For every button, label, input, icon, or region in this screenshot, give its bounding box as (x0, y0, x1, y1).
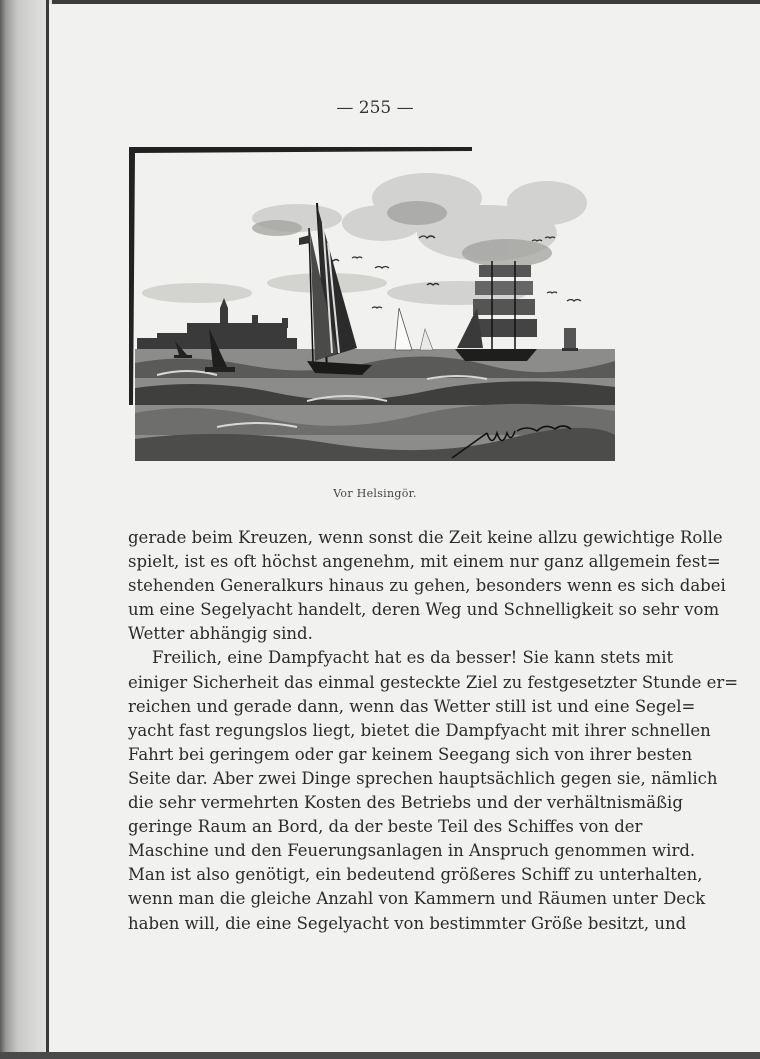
text-line: stehenden Generalkurs hinaus zu gehen, besonders wenn es sich dabei (128, 576, 726, 596)
text-line: geringe Raum an Bord, da der beste Teil des Schiffes von der (128, 817, 643, 837)
text-line: Seite dar. Aber zwei Dinge sprechen hauptsächlich gegen sie, nämlich (128, 768, 718, 788)
text-line: einiger Sicherheit das einmal gesteckte Ziel zu festgesetzter Stunde er= (128, 672, 739, 692)
far-ship-right (562, 328, 578, 351)
distant-white-sails (395, 308, 433, 350)
text-line: Man ist also genötigt, ein bedeutend größeres Schiff zu unterhalten, (128, 865, 703, 885)
page-bottom-edge (0, 1052, 760, 1059)
text-line: haben will, die eine Segelyacht von bestimmter Größe besitzt, und (128, 913, 687, 933)
book-spine-shadow (0, 0, 52, 1059)
text-line: wenn man die gleiche Anzahl von Kammern und Räumen unter Deck (128, 889, 706, 909)
text-line: um eine Segelyacht handelt, deren Weg und Schnelligkeit so sehr vom (128, 600, 720, 620)
text-line: Wetter abhängig sind. (128, 624, 313, 644)
kronborg-castle (137, 298, 297, 350)
tall-ship (455, 261, 537, 361)
text-line: yacht fast regungslos liegt, bietet die Dampfyacht mit ihrer schnellen (128, 720, 711, 740)
text-line: gerade beim Kreuzen, wenn sonst die Zeit keine allzu gewichtige Rolle (128, 528, 723, 547)
text-line: Fahrt bei geringem oder gar keinem Seegang sich von ihrer besten (128, 744, 693, 764)
text-line: Maschine und den Feuerungsanlagen in Anspruch genommen wird. (128, 841, 696, 861)
text-line: die sehr vermehrten Kosten des Betriebs und der verhältnismäßig (128, 793, 683, 813)
text-line: reichen und gerade dann, wenn das Wetter still ist und eine Segel= (128, 696, 696, 716)
illustration-vor-helsingoer (127, 143, 617, 473)
page-number: — 255 — (336, 98, 414, 118)
body-text (128, 526, 739, 936)
illustration-caption: Vor Helsingör. (333, 487, 417, 500)
sea-waves (135, 349, 615, 461)
text-line: Freilich, eine Dampfyacht hat es da besser! Sie kann stets mit (152, 648, 674, 668)
text-line: spielt, ist es oft höchst angenehm, mit einem nur ganz allgemein fest= (128, 552, 721, 572)
